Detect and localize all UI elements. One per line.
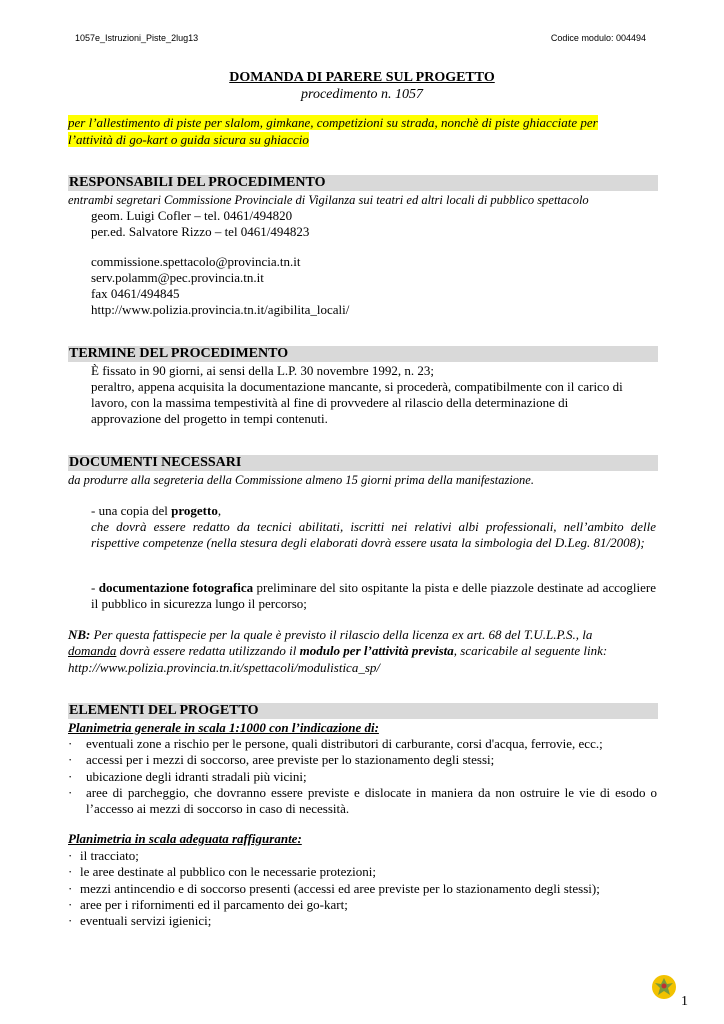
bullet-icon: · [68, 784, 73, 800]
list-item: · il tracciato; [68, 848, 139, 863]
provincia-eagle-logo-icon [650, 973, 678, 1001]
list-item: · mezzi antincendio e di soccorso presenti (accessi ed aree previste per lo stazionamento degli stessi); [68, 880, 600, 896]
nb-note: NB: Per questa fattispecie per la quale è previsto il rilascio della licenza ex art. 68 del T.U.L.P.S., la domanda dovrà essere redatta utilizzando il modulo per l’attività prevista, scaricabile al seguente link: http://www.polizia.provincia.tn.it/spettacoli/modulistica_sp/ [68, 627, 608, 675]
contact-email: commissione.spettacolo@provincia.tn.it [91, 254, 301, 269]
contact-url: http://www.polizia.provincia.tn.it/agibilita_locali/ [91, 302, 350, 317]
page-number: 1 [681, 994, 688, 1009]
contact-fax: fax 0461/494845 [91, 286, 180, 301]
intro-line-2: l’attività di go-kart o guida sicura su ghiaccio [68, 131, 309, 147]
termine-line-2: peraltro, appena acquisita la documentazione mancante, si procederà, compatibilmente con il carico di [91, 379, 623, 394]
bullet-icon: · [68, 848, 73, 863]
termine-line-3: lavoro, con la massima tempestività al fine di provvedere al rilascio della determinazione di [91, 395, 569, 410]
list-item: · accessi per i mezzi di soccorso, aree previste per lo stazionamento degli stessi; [68, 752, 495, 768]
documento-fotografica: - documentazione fotografica preliminare del sito ospitante la pista e delle piazzole destinate ad accogliere il pubblico in sicurezza lungo il percorso; [91, 580, 656, 612]
planimetria-scala-heading: Planimetria in scala adeguata raffigurante: [68, 831, 302, 846]
documento-progetto: - una copia del progetto, [91, 503, 222, 518]
documento-progetto-detail: che dovrà essere redatto da tecnici abilitati, iscritti nei relativi albi professionali, nell’ambito delle rispettive competenze (nella stesura degli elaborati dovrà essere usata la simbologia del D.Leg. 81/2008); [91, 519, 656, 551]
list-item: · aree di parcheggio, che dovranno essere previste e dislocate in maniera da non ostruire le vie di esodo o l’accesso ai mezzi di soccorso in caso di necessità. [68, 784, 657, 817]
section-heading-documenti: DOCUMENTI NECESSARI [68, 455, 658, 471]
responsabile-rizzo: per.ed. Salvatore Rizzo – tel 0461/494823 [91, 224, 310, 239]
planimetria-generale-list [68, 736, 657, 817]
contact-pec: serv.polamm@pec.provincia.tn.it [91, 270, 264, 285]
header-filename: 1057e_Istruzioni_Piste_2lug13 [75, 33, 199, 43]
intro-line-1: per l’allestimento di piste per slalom, gimkane, competizioni su strada, nonchè di piste ghiacciate per [68, 115, 598, 130]
section-heading-elementi: ELEMENTI DEL PROGETTO [68, 703, 658, 719]
list-item: · ubicazione degli idranti stradali più vicini; [68, 768, 307, 784]
nb-label: NB: [68, 627, 91, 642]
bullet-icon: · [68, 896, 73, 912]
header-form-code: Codice modulo: 004494 [550, 33, 646, 43]
bullet-icon: · [68, 880, 73, 896]
list-item: · aree per i rifornimenti ed il parcamento dei go-kart; [68, 896, 348, 912]
bullet-icon: · [68, 913, 73, 929]
bullet-icon: · [68, 736, 73, 751]
list-item: · eventuali servizi igienici; [68, 913, 212, 929]
termine-line-4: approvazione del progetto in tempi contenuti. [91, 411, 328, 426]
responsabile-cofler: geom. Luigi Cofler – tel. 0461/494820 [91, 208, 293, 223]
planimetria-scala-list [68, 848, 668, 929]
intro-highlighted [68, 115, 628, 148]
list-item: · le aree destinate al pubblico con le necessarie protezioni; [68, 864, 376, 880]
bullet-icon: · [68, 752, 73, 768]
bullet-icon: · [68, 768, 73, 784]
termine-line-1: È fissato in 90 giorni, ai sensi della L.P. 30 novembre 1992, n. 23; [91, 363, 435, 378]
list-item: · eventuali zone a rischio per le persone, quali distributori di carburante, corsi d'acqua, ferrovie, ecc.; [68, 736, 603, 751]
document-subtitle: procedimento n. 1057 [301, 87, 423, 102]
documenti-intro: da produrre alla segreteria della Commissione almeno 15 giorni prima della manifestazione. [68, 473, 534, 487]
bullet-icon: · [68, 864, 73, 880]
section-heading-termine: TERMINE DEL PROCEDIMENTO [68, 346, 658, 362]
planimetria-generale-heading: Planimetria generale in scala 1:1000 con l’indicazione di: [68, 720, 379, 735]
nb-link[interactable]: http://www.polizia.provincia.tn.it/spettacoli/modulistica_sp/ [68, 659, 380, 675]
responsabili-intro: entrambi segretari Commissione Provinciale di Vigilanza sui teatri ed altri locali di pubblico spettacolo [68, 193, 589, 207]
document-title: DOMANDA DI PARERE SUL PROGETTO [229, 70, 495, 85]
section-heading-responsabili: RESPONSABILI DEL PROCEDIMENTO [68, 175, 658, 191]
